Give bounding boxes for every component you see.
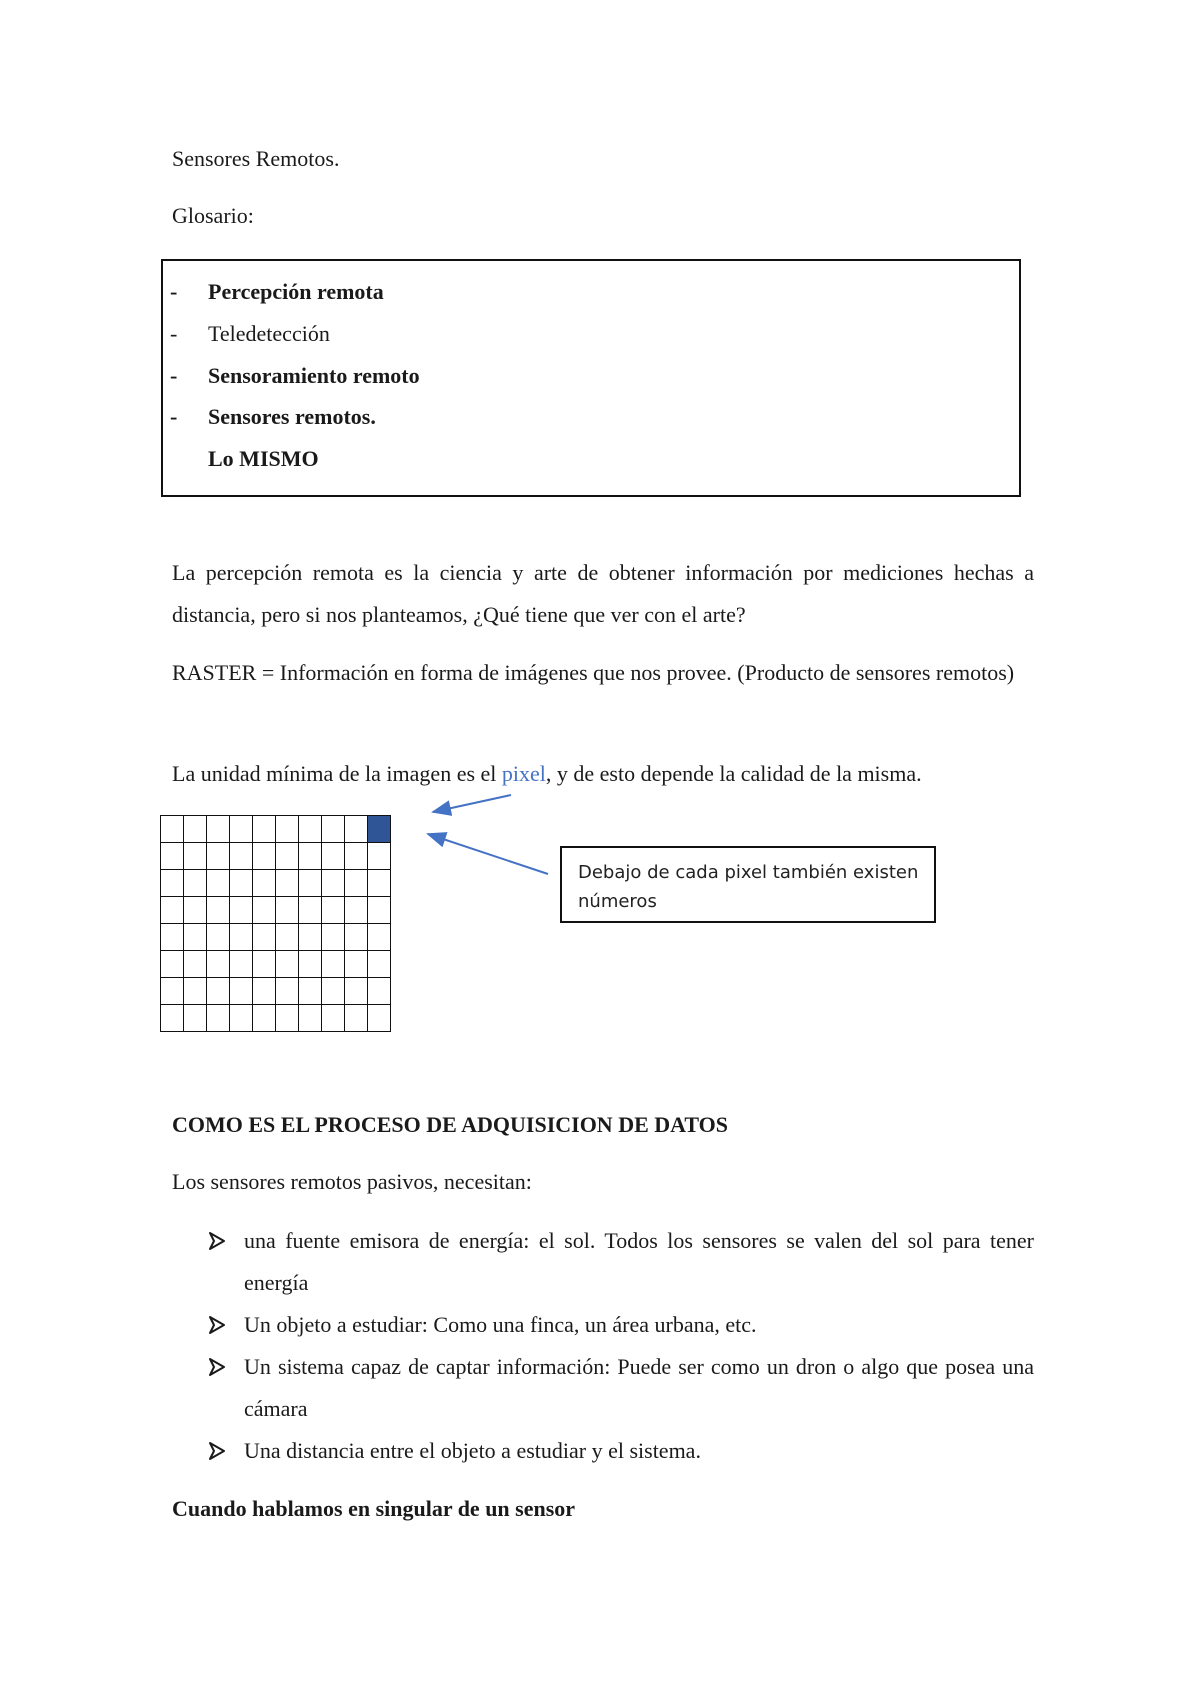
glossary-item-text: Sensores remotos. bbox=[208, 404, 376, 429]
arrow-to-grid bbox=[428, 834, 548, 874]
glossary-label: Glosario: bbox=[172, 203, 254, 228]
list-item bbox=[208, 1430, 1034, 1472]
passive-intro: Los sensores remotos pasivos, necesitan: bbox=[172, 1169, 532, 1194]
list-item-text: Una distancia entre el objeto a estudiar y el sistema. bbox=[244, 1438, 701, 1463]
paragraph-definition: La percepción remota es la ciencia y arte de obtener información por mediciones hechas a distancia, pero si nos planteamos, ¿Qué tiene que ver con el arte? bbox=[172, 560, 1034, 627]
arrow-bullet-icon bbox=[207, 1304, 227, 1346]
arrow-bullet-icon bbox=[207, 1430, 227, 1472]
paragraph-text: La unidad mínima de la imagen es el bbox=[172, 761, 502, 786]
glossary-note: Lo MISMO bbox=[208, 446, 319, 471]
list-dash: - bbox=[170, 321, 178, 346]
list-item-text: Un objeto a estudiar: Como una finca, un área urbana, etc. bbox=[244, 1312, 757, 1337]
list-item bbox=[208, 1346, 1034, 1430]
final-heading: Cuando hablamos en singular de un sensor bbox=[172, 1496, 576, 1521]
arrow-to-pixel bbox=[433, 795, 511, 812]
list-dash: - bbox=[170, 279, 178, 304]
list-dash: - bbox=[170, 363, 178, 388]
list-item bbox=[208, 1304, 1034, 1346]
section-heading: COMO ES EL PROCESO DE ADQUISICION DE DATOS bbox=[172, 1112, 729, 1137]
list-item bbox=[208, 1220, 1034, 1304]
glossary-item-text: Teledetección bbox=[208, 321, 330, 346]
arrow-bullet-icon bbox=[207, 1346, 227, 1388]
arrow-bullet-icon bbox=[207, 1220, 227, 1262]
glossary-item-text: Sensoramiento remoto bbox=[208, 363, 420, 388]
list-item-text: una fuente emisora de energía: el sol. Todos los sensores se valen del sol para tener energía bbox=[244, 1228, 1034, 1295]
paragraph-text: , y de esto depende la calidad de la misma. bbox=[545, 761, 922, 786]
list-dash: - bbox=[170, 404, 178, 429]
document-title: Sensores Remotos. bbox=[172, 146, 340, 171]
paragraph-raster: RASTER = Información en forma de imágenes que nos provee. (Producto de sensores remotos) bbox=[172, 660, 1015, 685]
glossary-item-text: Percepción remota bbox=[208, 279, 384, 304]
callout-box: Debajo de cada pixel también existen números bbox=[560, 846, 936, 923]
list-item-text: Un sistema capaz de captar información: Puede ser como un dron o algo que posea una cámara bbox=[244, 1354, 1034, 1421]
pixel-link[interactable]: pixel bbox=[501, 761, 546, 786]
